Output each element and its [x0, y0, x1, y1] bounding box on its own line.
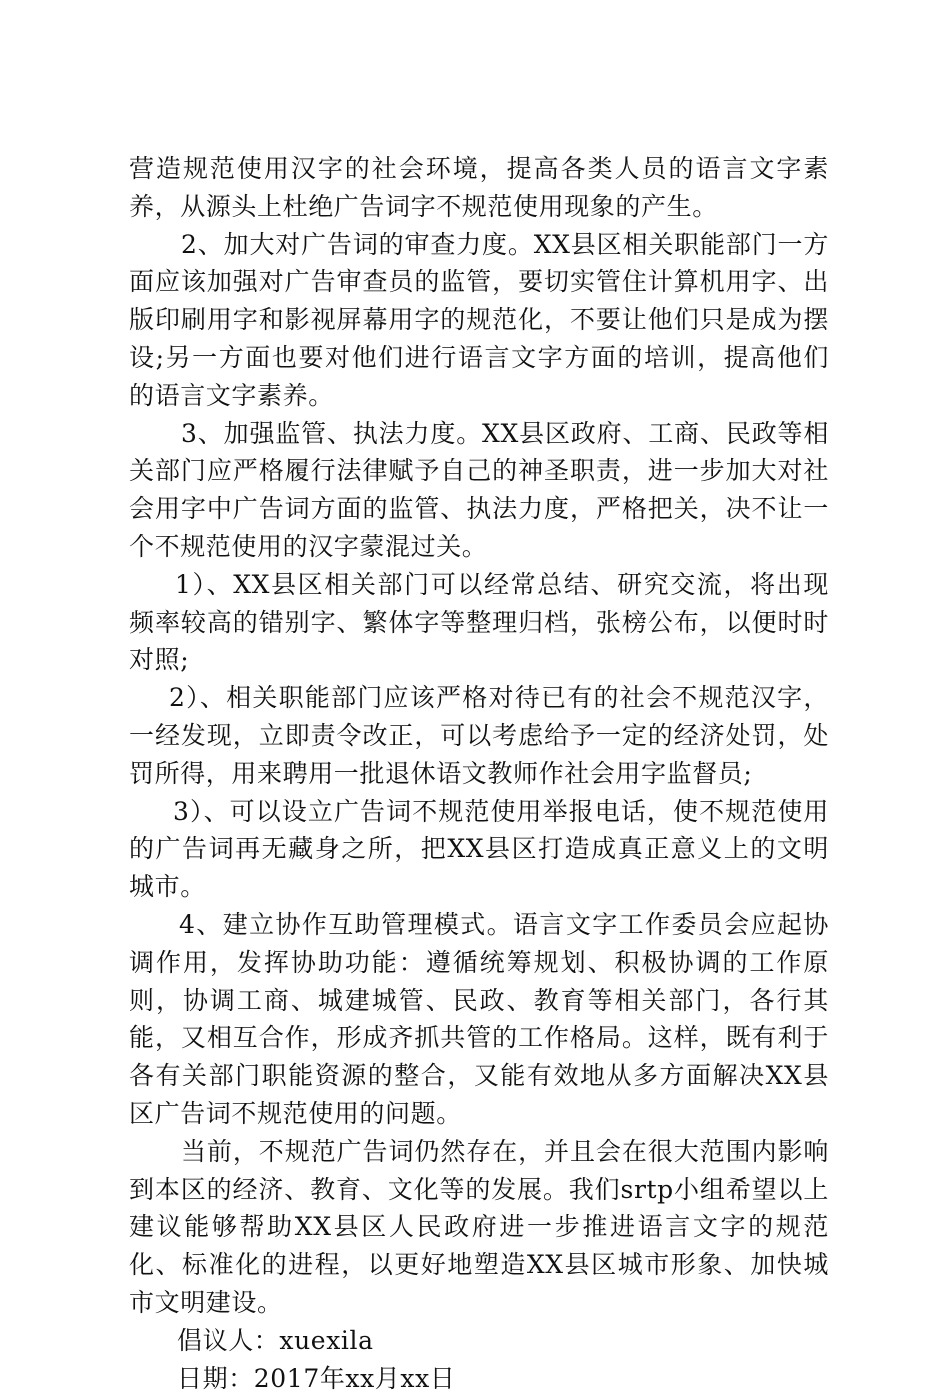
paragraph-subitem-1: 1）、XX县区相关部门可以经常总结、研究交流，将出现频率较高的错别字、繁体字等整理归档，张榜公布，以便时时对照;	[129, 566, 829, 679]
signature-line: 倡议人：xuexila	[129, 1322, 829, 1360]
date-line: 日期：2017年xx月xx日	[129, 1360, 829, 1397]
paragraph-conclusion: 当前，不规范广告词仍然存在，并且会在很大范围内影响到本区的经济、教育、文化等的发展。我们srtp小组希望以上建议能够帮助XX县区人民政府进一步推进语言文字的规范化、标准化的进程，以更好地塑造XX县区城市形象、加快城市文明建设。	[129, 1133, 829, 1322]
paragraph-intro: 营造规范使用汉字的社会环境，提高各类人员的语言文字素养，从源头上杜绝广告词字不规范使用现象的产生。	[129, 150, 829, 226]
document-body	[129, 150, 829, 1397]
paragraph-item-3: 3、加强监管、执法力度。XX县区政府、工商、民政等相关部门应严格履行法律赋予自己的神圣职责，进一步加大对社会用字中广告词方面的监管、执法力度，严格把关，决不让一个不规范使用的汉字蒙混过关。	[129, 415, 829, 566]
paragraph-item-2: 2、加大对广告词的审查力度。XX县区相关职能部门一方面应该加强对广告审查员的监管，要切实管住计算机用字、出版印刷用字和影视屏幕用字的规范化，不要让他们只是成为摆设;另一方面也要对他们进行语言文字方面的培训，提高他们的语言文字素养。	[129, 226, 829, 415]
paragraph-subitem-2: 2）、相关职能部门应该严格对待已有的社会不规范汉字，一经发现，立即责令改正，可以考虑给予一定的经济处罚，处罚所得，用来聘用一批退休语文教师作社会用字监督员;	[129, 679, 829, 792]
paragraph-item-4: 4、建立协作互助管理模式。语言文字工作委员会应起协调作用，发挥协助功能：遵循统筹规划、积极协调的工作原则，协调工商、城建城管、民政、教育等相关部门，各行其能，又相互合作，形成齐抓共管的工作格局。这样，既有利于各有关部门职能资源的整合，又能有效地从多方面解决XX县区广告词不规范使用的问题。	[129, 906, 829, 1133]
paragraph-subitem-3: 3）、可以设立广告词不规范使用举报电话，使不规范使用的广告词再无藏身之所，把XX县区打造成真正意义上的文明城市。	[129, 793, 829, 906]
